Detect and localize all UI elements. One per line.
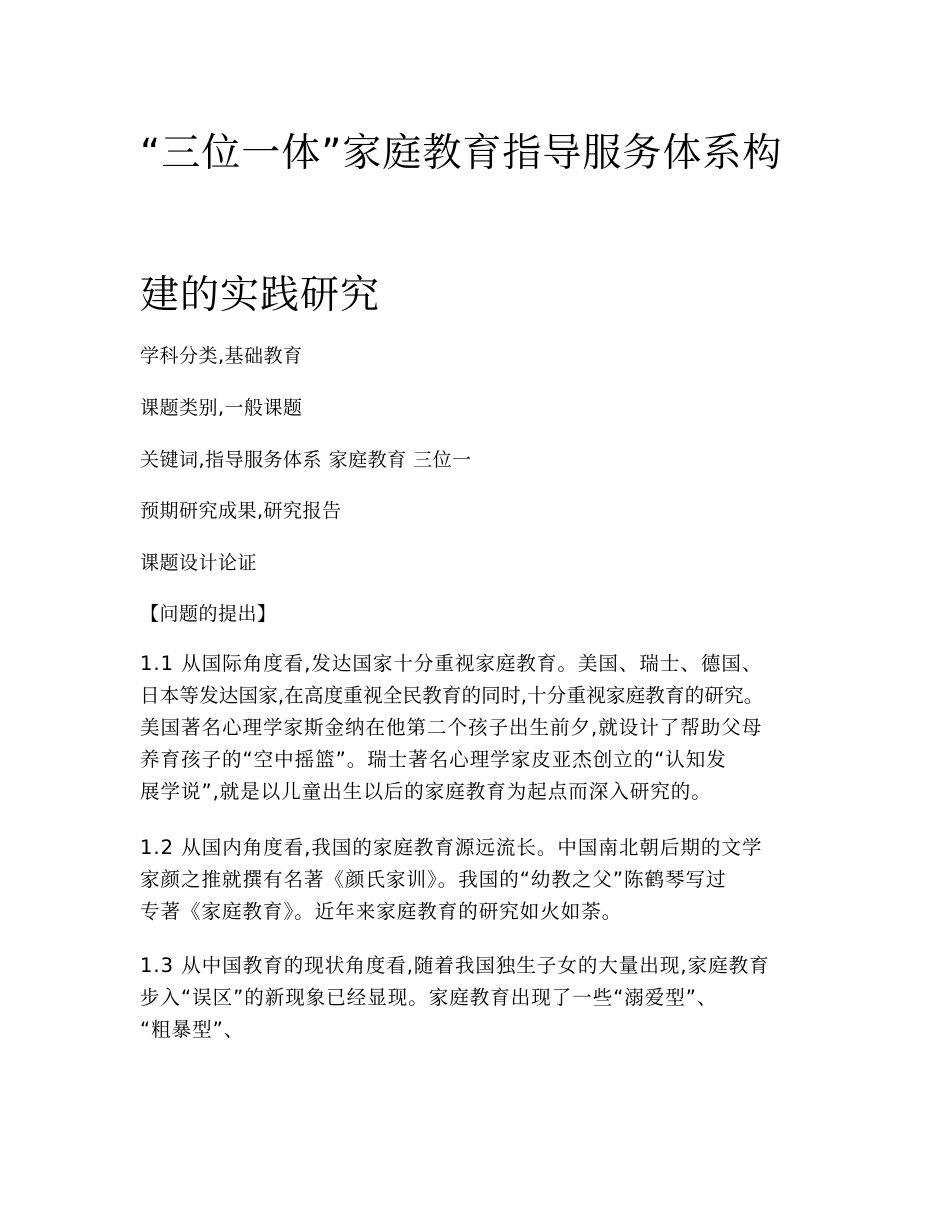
subject-category: 学科分类,基础教育 — [140, 345, 303, 367]
document-page — [140, 0, 830, 1230]
paragraph-line: 养育孩子的“空中摇篮”。瑞士著名心理学家皮亚杰创立的“认知发 — [140, 748, 727, 771]
section-heading-design: 课题设计论证 — [140, 552, 258, 574]
paragraph-line: “粗暴型”、 — [140, 1018, 245, 1041]
paragraph-line: 专著《家庭教育》。近年来家庭教育的研究如火如荼。 — [140, 900, 623, 923]
paragraph-line: 展学说”,就是以儿童出生以后的家庭教育为起点而深入研究的。 — [140, 780, 712, 803]
paragraph-line: 家颜之推就撰有名著《颜氏家训》。我国的“幼教之父”陈鹤琴写过 — [140, 868, 727, 891]
paragraph-line: 1.1 从国际角度看,发达国家十分重视家庭教育。美国、瑞士、德国、 — [140, 652, 763, 675]
paragraph-1-1 — [140, 648, 830, 808]
expected-result: 预期研究成果,研究报告 — [140, 500, 342, 522]
paragraph-line: 步入“误区”的新现象已经显现。家庭教育出现了一些“溺爱型”、 — [140, 986, 718, 1009]
section-heading-problem: 【问题的提出】 — [140, 603, 277, 625]
document-title-text-1: “三位一体”家庭教育指导服务体系构 — [140, 131, 783, 176]
paragraph-line: 美国著名心理学家斯金纳在他第二个孩子出生前夕,就设计了帮助父母 — [140, 716, 763, 739]
paragraph-1-3 — [140, 950, 830, 1046]
paragraph-line: 1.3 从中国教育的现状角度看,随着我国独生子女的大量出现,家庭教育 — [140, 954, 770, 977]
keywords: 关键词,指导服务体系 家庭教育 三位一 — [140, 449, 472, 471]
document-title-line-2: 建的实践研究 — [140, 273, 381, 318]
project-type: 课题类别,一般课题 — [140, 397, 303, 419]
document-title-line-1 — [140, 126, 830, 182]
paragraph-1-2 — [140, 832, 830, 928]
paragraph-line: 日本等发达国家,在高度重视全民教育的同时,十分重视家庭教育的研究。 — [140, 684, 764, 707]
paragraph-line: 1.2 从国内角度看,我国的家庭教育源远流长。中国南北朝后期的文学 — [140, 836, 763, 859]
